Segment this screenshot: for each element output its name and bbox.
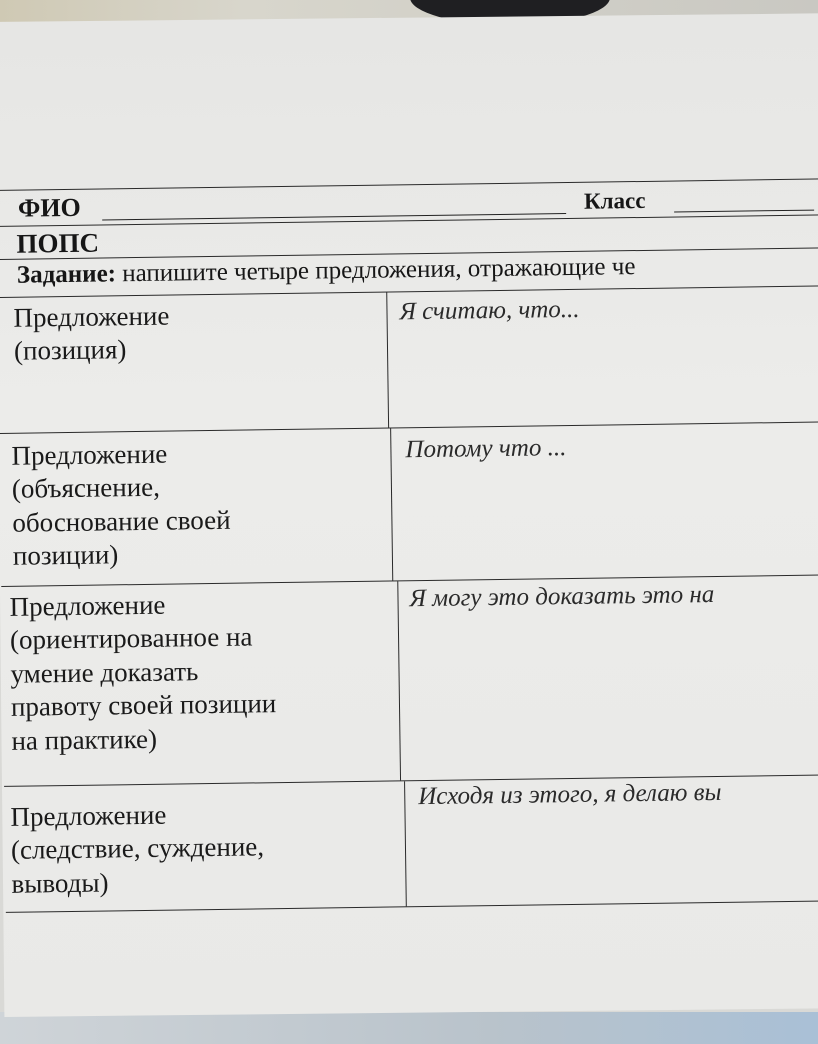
row-prompt: Исходя из этого, я делаю вы: [418, 778, 722, 811]
table-row: [0, 422, 818, 587]
row-label: Предложение (ориентированное на умение доказать правоту своей позиции на практике): [9, 589, 277, 756]
worksheet: [0, 178, 818, 912]
task-text: напишите четыре предложения, отражающие че: [115, 253, 636, 288]
background-bottom: [0, 1012, 818, 1044]
row-prompt: Я могу это доказать это на: [409, 580, 715, 613]
row-label: Предложение (следствие, суждение, выводы): [10, 799, 265, 899]
row-prompt: Я считаю, что...: [399, 295, 580, 326]
column-divider: [404, 781, 407, 906]
class-blank-line: [674, 210, 814, 213]
table-row: [1, 575, 818, 787]
row-label: Предложение (объяснение, обоснование своей позиции): [11, 438, 231, 572]
row-prompt: Потому что ...: [405, 434, 567, 464]
column-divider: [390, 428, 393, 580]
task-instruction: [17, 253, 636, 290]
class-label: Класс: [583, 187, 646, 214]
fio-label: ФИО: [17, 192, 81, 223]
column-divider: [397, 581, 401, 780]
paper-sheet: [0, 13, 818, 1017]
row-label: Предложение (позиция): [13, 300, 170, 367]
table-row: [4, 775, 818, 913]
pops-table: [0, 285, 818, 913]
column-divider: [386, 293, 389, 428]
pops-label: ПОПС: [16, 227, 100, 259]
task-label: Задание:: [16, 260, 117, 289]
table-row: [0, 286, 818, 434]
